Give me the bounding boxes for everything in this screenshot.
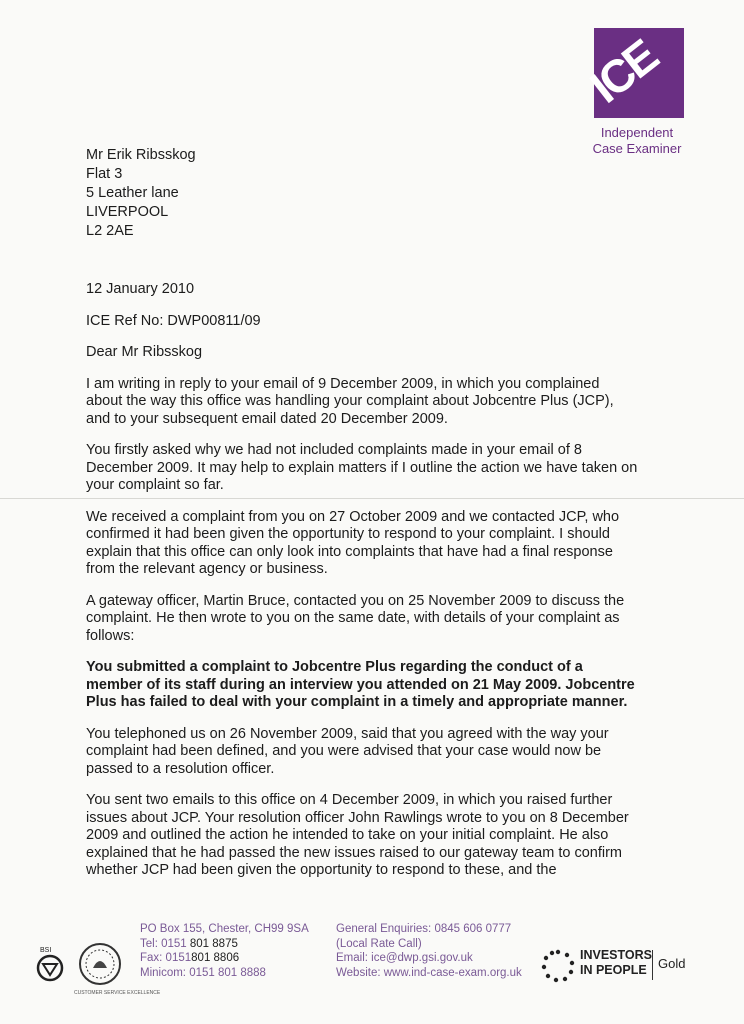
footer-tel-number: 801 8875 bbox=[189, 937, 238, 950]
footer-contact-enquiries bbox=[336, 922, 522, 980]
letter-salutation: Dear Mr Ribsskog bbox=[86, 344, 203, 360]
logo-tagline-line1: Independent bbox=[600, 125, 674, 140]
bsi-label: BSI bbox=[40, 947, 52, 954]
ice-logo-mark: ICE bbox=[580, 30, 666, 113]
investors-in-people-divider bbox=[652, 950, 653, 980]
footer-fax: Fax: 0151801 8806 bbox=[140, 952, 240, 964]
ice-logo-tagline bbox=[570, 125, 704, 157]
paragraph-reply: I am writing in reply to your email of 9 December 2009, in which you complained about the way this office was handling your complaint about Jobcentre Plus (JCP), and to your subsequent email dated 20 December 2009. bbox=[86, 375, 614, 427]
investors-in-people-badge bbox=[540, 946, 710, 990]
footer-contact-postal bbox=[140, 922, 309, 980]
customer-service-excellence-icon bbox=[78, 942, 122, 986]
logo-tagline-line2: Case Examiner bbox=[592, 141, 682, 156]
recipient-line1: Flat 3 bbox=[86, 166, 123, 182]
footer-minicom: Minicom: 0151 801 8888 bbox=[140, 966, 266, 979]
recipient-name: Mr Erik Ribsskog bbox=[86, 147, 196, 163]
footer-email: Email: ice@dwp.gsi.gov.uk bbox=[336, 952, 473, 964]
letter-footer bbox=[0, 918, 744, 1024]
footer-local-rate: (Local Rate Call) bbox=[336, 937, 422, 950]
customer-service-excellence-label: CUSTOMER SERVICE EXCELLENCE bbox=[74, 990, 161, 996]
investors-in-people-level: Gold bbox=[658, 956, 686, 971]
letter-reference: ICE Ref No: DWP00811/09 bbox=[86, 312, 261, 329]
paragraph-complaint-definition: You submitted a complaint to Jobcentre Plus regarding the conduct of a member of its staff during an interview you attended on 21 May 2009. Jobcentre Plus has failed to deal with your complaint in a timely and appropriate manner. bbox=[86, 659, 635, 710]
footer-tel: Tel: 0151 801 8875 bbox=[140, 937, 238, 950]
paragraph-received: We received a complaint from you on 27 October 2009 and we contacted JCP, who confirmed it had been given the opportunity to respond to your complaint. I should explain that this office can only look into complaints that have had a final response from the relevant agency or business. bbox=[86, 508, 620, 577]
investors-in-people-icon bbox=[540, 948, 576, 984]
ice-logo bbox=[580, 28, 684, 118]
letter-date: 12 January 2010 bbox=[86, 281, 195, 297]
footer-website: Website: www.ind-case-exam.org.uk bbox=[336, 966, 522, 979]
investors-in-people-text: INVESTORS IN PEOPLE bbox=[580, 948, 653, 977]
paragraph-gateway: A gateway officer, Martin Bruce, contacted you on 25 November 2009 to discuss the complaint. He then wrote to you on the same date, with details of your complaint as follows: bbox=[86, 592, 625, 644]
recipient-line2: 5 Leather lane bbox=[86, 185, 179, 201]
letter-body bbox=[86, 281, 638, 894]
paragraph-telephoned: You telephoned us on 26 November 2009, said that you agreed with the way your complaint had been defined, and you were advised that your case would now be passed to a resolution officer. bbox=[86, 725, 609, 777]
paragraph-emails: You sent two emails to this office on 4 December 2009, in which you raised further issues about JCP. Your resolution officer John Rawlings wrote to you on 8 December 2009 and outlined the action he intended to take on your initial complaint. He also explained that he had passed the new issues raised to our gateway team to confirm whether JCP had been given the opportunity to respond to these, and the bbox=[86, 792, 629, 878]
recipient-postcode: L2 2AE bbox=[86, 223, 134, 239]
bsi-certification-icon bbox=[36, 944, 70, 986]
footer-general-enquiries: General Enquiries: 0845 606 0777 bbox=[336, 923, 512, 935]
recipient-address bbox=[86, 146, 196, 241]
footer-po-box: PO Box 155, Chester, CH99 9SA bbox=[140, 923, 309, 935]
paragraph-firstly: You firstly asked why we had not included complaints made in your email of 8 December 2009. It may help to explain matters if I outline the action we have taken on your complaint so far. bbox=[86, 442, 638, 493]
footer-fax-number: 801 8806 bbox=[191, 952, 240, 964]
recipient-city: LIVERPOOL bbox=[86, 204, 169, 220]
